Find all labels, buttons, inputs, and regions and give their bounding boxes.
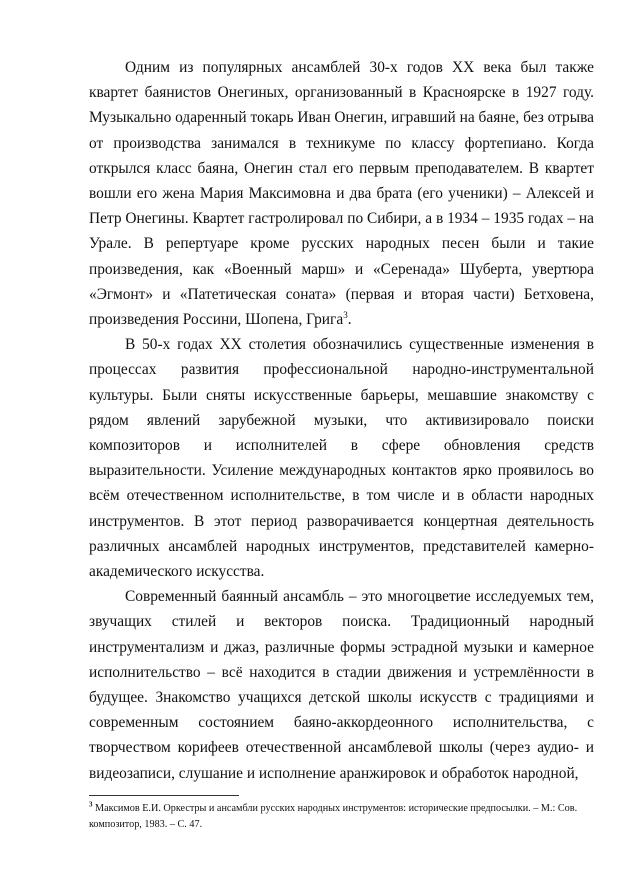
footnote-divider (89, 795, 239, 796)
paragraph-1-text: Одним из популярных ансамблей 30-х годов XX века был также квартет баянистов Онегиных, организованный в Красноярске в 1927 году. Музыкально одаренный токарь Иван Онегин, игравший на баяне, без отрыва от производства занимался в техникуме по классу фортепиано. Когда открылся класс баяна, Онегин стал его первым преподавателем. В квартет вошли его жена Мария Максимовна и два брата (его ученики) – Алексей и Петр Онегины. Квартет гастролировал по Сибири, а в 1934 – 1935 годах – на Урале. В репертуаре кроме русских народных песен были и такие произведения, как «Военный марш» и «Серенада» Шуберта, увертюра «Эгмонт» и «Патетическая соната» (первая и вторая части) Бетховена, произведения Россини, Шопена, Грига (89, 59, 594, 329)
paragraph-2: В 50-х годах XX столетия обозначились существенные изменения в процессах развития профессиональной народно-инструментальной культуры. Были сняты искусственные барьеры, мешавшие знакомству с рядом явлений зарубежной музыки, что активизировало поиски композиторов и исполнителей в сфере обновления средств выразительности. Усиление международных контактов ярко проявилось во всём отечественном исполнительстве, в том числе и в области народных инструментов. В этот период разворачивается концертная деятельность различных ансамблей народных инструментов, представителей камерно-академического искусства. (89, 336, 594, 581)
paragraph-3: Современный баянный ансамбль – это многоцветие исследуемых тем, звучащих стилей и векторов поиска. Традиционный народный инструментализм и джаз, различные формы эстрадной музыки и камерное исполнительство – всё находится в стадии движения и устремлённости в будущее. Знакомство учащихся детской школы искусств с традициями и современным состоянием баяно-аккордеонного исполнительства, с творчеством корифеев отечественной ансамблевой школы (через аудио- и видеозаписи, слушание и исполнение аранжировок и обработок народной, (89, 588, 594, 782)
paragraph-1 (89, 55, 594, 332)
footnote (89, 801, 594, 833)
body-text (89, 55, 594, 786)
footnote-text: Максимов Е.И. Оркестры и ансамбли русских народных инструментов: исторические предпосылки. – М.: Сов. композитор, 1983. – С. 47. (89, 803, 578, 830)
paragraph-1-end: . (347, 311, 352, 329)
footnote-number: 3 (89, 800, 93, 809)
footnote-reference: 3 (343, 309, 348, 320)
